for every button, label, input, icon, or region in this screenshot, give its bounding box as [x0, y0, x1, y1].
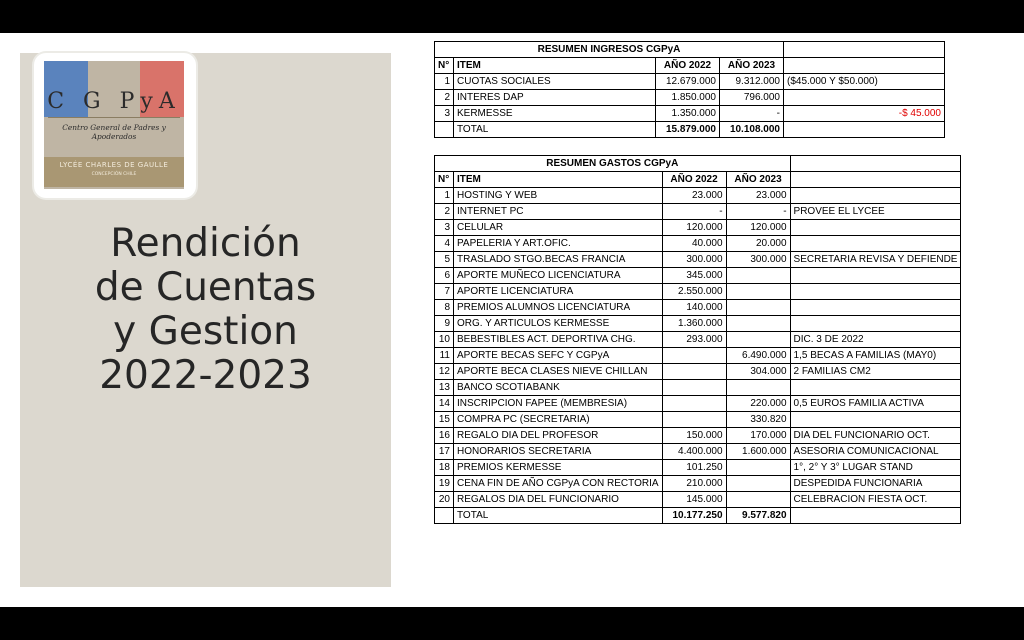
table-cell: 796.000	[720, 90, 784, 106]
table-cell: 19	[435, 476, 454, 492]
table-cell: CELEBRACION FIESTA OCT.	[790, 492, 961, 508]
table-cell	[790, 412, 961, 428]
table-cell: 17	[435, 444, 454, 460]
table-cell: 23.000	[726, 188, 790, 204]
table-cell: 18	[435, 460, 454, 476]
table-cell	[784, 90, 945, 106]
table-cell	[726, 380, 790, 396]
table-cell: INTERNET PC	[454, 204, 663, 220]
table-cell	[726, 492, 790, 508]
table-cell: 300.000	[726, 252, 790, 268]
table-cell: 1	[435, 74, 454, 90]
table-cell	[790, 188, 961, 204]
table-cell: 10	[435, 332, 454, 348]
total-row	[435, 508, 961, 524]
table-row	[435, 236, 961, 252]
table-row	[435, 412, 961, 428]
table-row	[435, 332, 961, 348]
table-cell	[790, 380, 961, 396]
table-cell: 304.000	[726, 364, 790, 380]
table-cell: PAPELERIA Y ART.OFIC.	[454, 236, 663, 252]
table-cell: 210.000	[662, 476, 726, 492]
table-cell	[662, 412, 726, 428]
table-cell: 9.312.000	[720, 74, 784, 90]
table-cell: 2 FAMILIAS CM2	[790, 364, 961, 380]
table-cell: BANCO SCOTIABANK	[454, 380, 663, 396]
table-cell: PREMIOS ALUMNOS LICENCIATURA	[454, 300, 663, 316]
table-cell: ORG. Y ARTICULOS KERMESSE	[454, 316, 663, 332]
table-cell: 4	[435, 236, 454, 252]
table-cell: APORTE LICENCIATURA	[454, 284, 663, 300]
table-cell	[726, 332, 790, 348]
table-cell	[726, 316, 790, 332]
table-cell: 145.000	[662, 492, 726, 508]
table-row	[435, 74, 945, 90]
column-header: AÑO 2023	[726, 172, 790, 188]
table-cell: 11	[435, 348, 454, 364]
logo-emblem	[44, 61, 184, 189]
column-header: AÑO 2022	[656, 58, 720, 74]
table-cell: INTERES DAP	[454, 90, 656, 106]
table-row	[435, 268, 961, 284]
table-cell: 2	[435, 204, 454, 220]
column-header: ITEM	[454, 58, 656, 74]
table-cell	[662, 380, 726, 396]
table-header-row	[435, 172, 961, 188]
column-header	[790, 172, 961, 188]
table-cell	[790, 268, 961, 284]
income-summary-table	[434, 41, 945, 138]
table-header-row	[435, 58, 945, 74]
table-cell: 1.360.000	[662, 316, 726, 332]
table-cell: COMPRA PC (SECRETARIA)	[454, 412, 663, 428]
table-cell: KERMESSE	[454, 106, 656, 122]
table-cell	[726, 476, 790, 492]
table-caption: RESUMEN INGRESOS CGPyA	[435, 42, 784, 58]
table-cell: 9	[435, 316, 454, 332]
table-cell: DESPEDIDA FUNCIONARIA	[790, 476, 961, 492]
table-cell: HONORARIOS SECRETARIA	[454, 444, 663, 460]
table-cell: 0,5 EUROS FAMILIA ACTIVA	[790, 396, 961, 412]
table-row	[435, 396, 961, 412]
table-cell: 101.250	[662, 460, 726, 476]
table-cell	[790, 156, 961, 172]
table-cell: 7	[435, 284, 454, 300]
total-cell	[435, 122, 454, 138]
table-cell: 1.850.000	[656, 90, 720, 106]
total-cell: 9.577.820	[726, 508, 790, 524]
table-cell: PREMIOS KERMESSE	[454, 460, 663, 476]
table-cell: SECRETARIA REVISA Y DEFIENDE	[790, 252, 961, 268]
table-row	[435, 492, 961, 508]
table-cell: CENA FIN DE AÑO CGPyA CON RECTORIA	[454, 476, 663, 492]
table-row	[435, 460, 961, 476]
table-cell: REGALOS DIA DEL FUNCIONARIO	[454, 492, 663, 508]
table-cell: INSCRIPCION FAPEE (MEMBRESIA)	[454, 396, 663, 412]
logo-city: CONCEPCIÓN CHILE	[91, 172, 137, 177]
expense-summary-table	[434, 155, 961, 524]
total-row	[435, 122, 945, 138]
title-line: Rendición	[110, 221, 301, 266]
table-cell: BEBESTIBLES ACT. DEPORTIVA CHG.	[454, 332, 663, 348]
table-cell: 1,5 BECAS A FAMILIAS (MAY0)	[790, 348, 961, 364]
table-cell: 4.400.000	[662, 444, 726, 460]
table-cell: 2	[435, 90, 454, 106]
title-line: 2022-2023	[99, 353, 312, 398]
table-row	[435, 444, 961, 460]
table-caption: RESUMEN GASTOS CGPyA	[435, 156, 791, 172]
column-header: N°	[435, 172, 454, 188]
table-cell	[784, 42, 945, 58]
table-cell: 220.000	[726, 396, 790, 412]
table-cell: REGALO DIA DEL PROFESOR	[454, 428, 663, 444]
total-cell: 10.108.000	[720, 122, 784, 138]
logo-divider	[48, 117, 180, 118]
table-cell: 140.000	[662, 300, 726, 316]
title-line: y Gestion	[113, 309, 298, 354]
table-cell: HOSTING Y WEB	[454, 188, 663, 204]
total-cell	[784, 122, 945, 138]
table-cell	[790, 284, 961, 300]
total-cell	[790, 508, 961, 524]
table-cell: 150.000	[662, 428, 726, 444]
table-cell: 1°, 2° Y 3° LUGAR STAND	[790, 460, 961, 476]
table-caption-row	[435, 156, 961, 172]
table-cell: CELULAR	[454, 220, 663, 236]
logo-subtitle: Centro General de Padres y Apoderados	[62, 123, 166, 141]
table-cell: 330.820	[726, 412, 790, 428]
table-cell	[726, 284, 790, 300]
total-cell: 15.879.000	[656, 122, 720, 138]
table-row	[435, 252, 961, 268]
table-cell: 5	[435, 252, 454, 268]
total-cell	[435, 508, 454, 524]
table-cell: ($45.000 Y $50.000)	[784, 74, 945, 90]
table-cell: PROVEE EL LYCEE	[790, 204, 961, 220]
table-cell	[790, 236, 961, 252]
total-cell: TOTAL	[454, 508, 663, 524]
table-cell: 1.350.000	[656, 106, 720, 122]
total-cell: TOTAL	[454, 122, 656, 138]
table-cell	[662, 364, 726, 380]
table-cell: 8	[435, 300, 454, 316]
table-cell: 12.679.000	[656, 74, 720, 90]
table-cell: 120.000	[662, 220, 726, 236]
table-cell: DIA DEL FUNCIONARIO OCT.	[790, 428, 961, 444]
table-row	[435, 90, 945, 106]
column-header: ITEM	[454, 172, 663, 188]
table-row	[435, 188, 961, 204]
table-cell	[726, 300, 790, 316]
table-cell	[726, 268, 790, 284]
table-cell: TRASLADO STGO.BECAS FRANCIA	[454, 252, 663, 268]
table-cell	[790, 316, 961, 332]
table-cell: -	[662, 204, 726, 220]
table-row	[435, 316, 961, 332]
table-row	[435, 364, 961, 380]
table-cell: 6	[435, 268, 454, 284]
table-cell: -$ 45.000	[784, 106, 945, 122]
table-caption-row	[435, 42, 945, 58]
column-header: N°	[435, 58, 454, 74]
table-cell: 293.000	[662, 332, 726, 348]
table-row	[435, 300, 961, 316]
table-cell	[662, 396, 726, 412]
table-cell: 3	[435, 220, 454, 236]
table-cell: 13	[435, 380, 454, 396]
table-cell: 23.000	[662, 188, 726, 204]
table-cell: 300.000	[662, 252, 726, 268]
table-cell: 2.550.000	[662, 284, 726, 300]
table-cell: 14	[435, 396, 454, 412]
table-cell: 120.000	[726, 220, 790, 236]
table-cell	[790, 220, 961, 236]
table-cell: -	[726, 204, 790, 220]
title-line: de Cuentas	[94, 265, 317, 310]
table-cell: CUOTAS SOCIALES	[454, 74, 656, 90]
table-cell: APORTE MUÑECO LICENCIATURA	[454, 268, 663, 284]
table-row	[435, 348, 961, 364]
page-title	[20, 222, 391, 398]
table-cell: 3	[435, 106, 454, 122]
total-cell: 10.177.250	[662, 508, 726, 524]
table-cell: 20.000	[726, 236, 790, 252]
table-cell: APORTE BECAS SEFC Y CGPyA	[454, 348, 663, 364]
table-cell: ASESORIA COMUNICACIONAL	[790, 444, 961, 460]
table-cell: 20	[435, 492, 454, 508]
cgpya-logo	[34, 53, 196, 198]
table-row	[435, 220, 961, 236]
column-header	[784, 58, 945, 74]
table-cell: 15	[435, 412, 454, 428]
table-cell: -	[720, 106, 784, 122]
table-cell	[790, 300, 961, 316]
table-row	[435, 428, 961, 444]
table-cell: 345.000	[662, 268, 726, 284]
table-row	[435, 204, 961, 220]
table-cell: 1.600.000	[726, 444, 790, 460]
logo-school-name: LYCÉE CHARLES DE GAULLE	[59, 161, 169, 169]
table-cell	[662, 348, 726, 364]
table-cell: 1	[435, 188, 454, 204]
column-header: AÑO 2022	[662, 172, 726, 188]
table-cell: 16	[435, 428, 454, 444]
table-cell	[726, 460, 790, 476]
table-cell: 6.490.000	[726, 348, 790, 364]
table-row	[435, 284, 961, 300]
column-header: AÑO 2023	[720, 58, 784, 74]
table-row	[435, 476, 961, 492]
logo-letters: C G PyA	[47, 89, 181, 114]
table-row	[435, 380, 961, 396]
table-row	[435, 106, 945, 122]
table-cell: DIC. 3 DE 2022	[790, 332, 961, 348]
table-cell: 12	[435, 364, 454, 380]
table-cell: 170.000	[726, 428, 790, 444]
table-cell: APORTE BECA CLASES NIEVE CHILLAN	[454, 364, 663, 380]
table-cell: 40.000	[662, 236, 726, 252]
